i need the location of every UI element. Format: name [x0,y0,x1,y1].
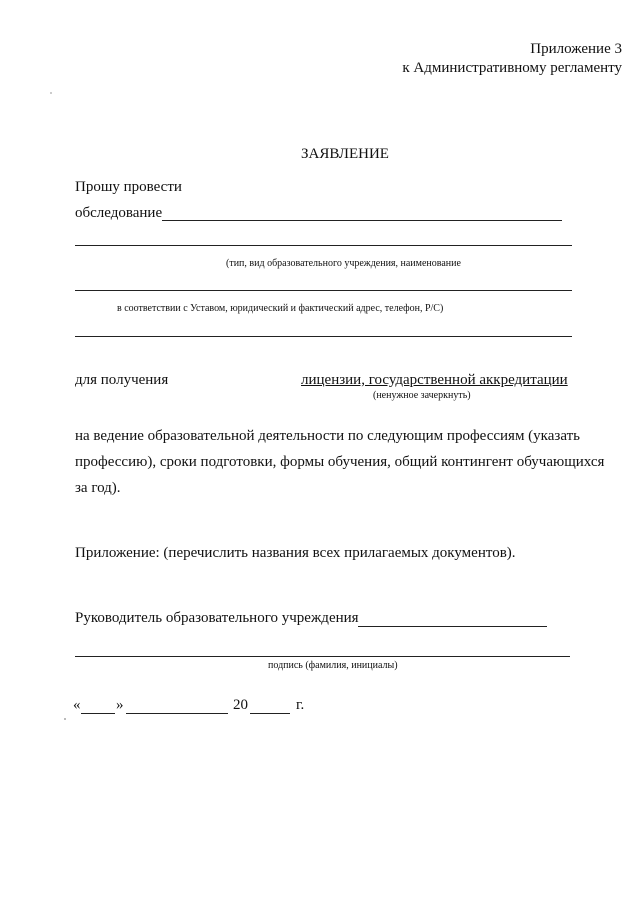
regulation-label: к Административному регламенту [402,60,622,76]
date-year-line[interactable] [250,713,290,714]
signature-caption: подпись (фамилия, инициалы) [268,660,398,671]
date-month-line[interactable] [126,713,228,714]
institution-caption-2: в соответствии с Уставом, юридический и фактический адрес, телефон, Р/С) [117,303,444,314]
signature-name-line[interactable] [75,656,570,657]
paragraph-line-3: за год). [75,480,121,496]
request-line-2: обследование [75,205,163,221]
paragraph-line-2: профессию), сроки подготовки, формы обучения, общий контингент обучающихся [75,454,605,470]
date-year-prefix: 20 [233,697,248,713]
page-title: ЗАЯВЛЕНИЕ [301,146,389,162]
inspection-input-line[interactable] [162,220,562,221]
request-line-1: Прошу провести [75,179,182,195]
institution-input-line-2[interactable] [75,290,572,291]
date-open-quote: « [73,697,81,713]
signature-input-line[interactable] [358,626,547,627]
attachment-text: Приложение: (перечислить названия всех прилагаемых документов). [75,545,516,561]
date-year-suffix: г. [296,697,305,713]
date-day-line[interactable] [81,713,115,714]
purpose-options: лицензии, государственной аккредитации [301,372,568,388]
institution-input-line-1[interactable] [75,245,572,246]
scan-mark [50,92,52,94]
date-close-quote: » [116,697,124,713]
signature-label: Руководитель образовательного учреждения [75,610,359,626]
scan-mark [64,718,66,720]
purpose-note: (ненужное зачеркнуть) [373,390,471,401]
appendix-label: Приложение 3 [530,41,622,57]
institution-input-line-3[interactable] [75,336,572,337]
purpose-label: для получения [75,372,169,388]
paragraph-line-1: на ведение образовательной деятельности по следующим профессиям (указать [75,428,580,444]
institution-caption-1: (тип, вид образовательного учреждения, наименование [226,258,461,269]
